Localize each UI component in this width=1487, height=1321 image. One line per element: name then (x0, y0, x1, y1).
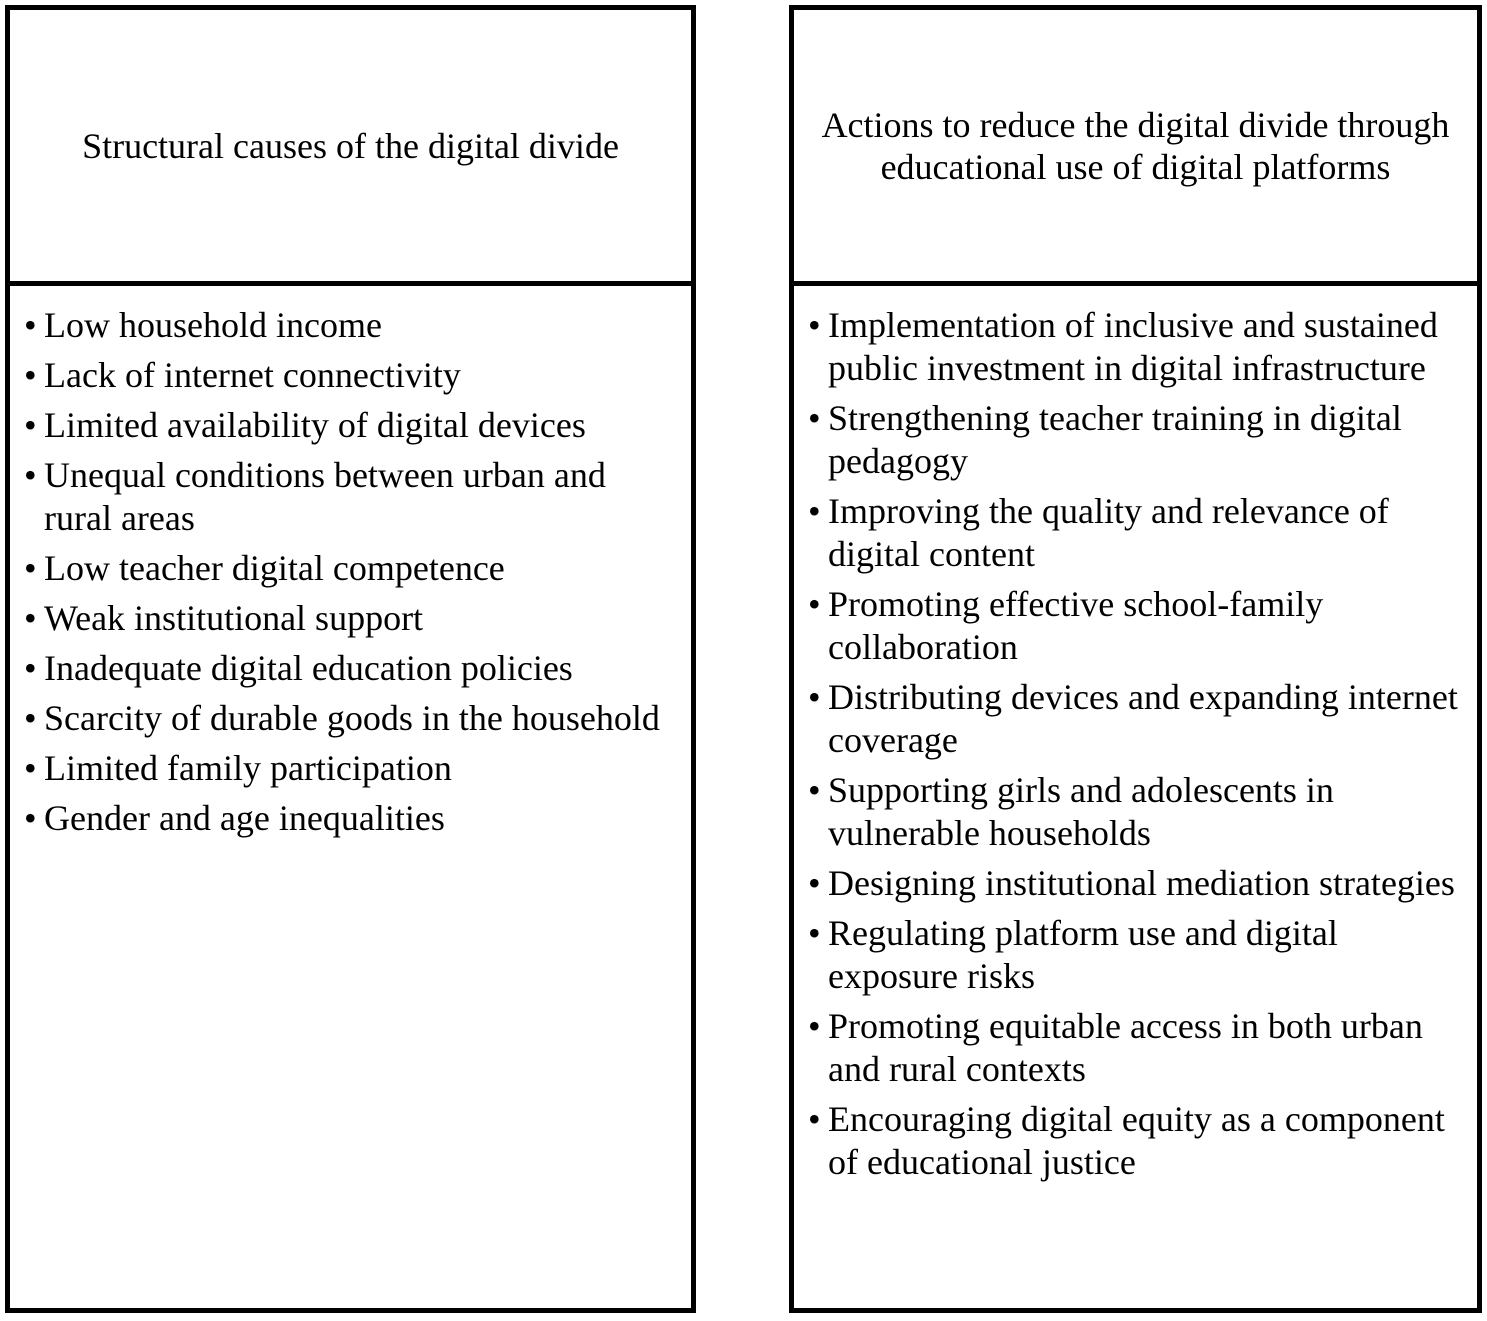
action-item-text: Improving the quality and relevance of digital content (828, 491, 1389, 574)
actions-body (794, 286, 1477, 1184)
action-item-text: Designing institutional mediation strategies (828, 863, 1455, 903)
cause-item (24, 597, 681, 640)
action-item (808, 769, 1467, 855)
bullet-icon: • (808, 863, 821, 903)
bullet-icon: • (24, 405, 37, 445)
structural-causes-body (10, 286, 691, 840)
bullet-icon: • (24, 648, 37, 688)
action-item (808, 397, 1467, 483)
actions-header (794, 10, 1477, 286)
bullet-icon: • (808, 677, 821, 717)
action-item-text: Strengthening teacher training in digital pedagogy (828, 398, 1402, 481)
actions-list (808, 304, 1467, 1184)
bullet-icon: • (808, 770, 821, 810)
cause-item-text: Gender and age inequalities (44, 798, 445, 838)
action-item (808, 304, 1467, 390)
bullet-icon: • (24, 798, 37, 838)
bullet-icon: • (24, 748, 37, 788)
cause-item (24, 354, 681, 397)
bullet-icon: • (808, 491, 821, 531)
cause-item (24, 797, 681, 840)
bullet-icon: • (808, 913, 821, 953)
cause-item-text: Scarcity of durable goods in the household (44, 698, 660, 738)
cause-item-text: Low teacher digital competence (44, 548, 505, 588)
bullet-icon: • (24, 305, 37, 345)
structural-causes-panel (5, 5, 696, 1313)
action-item (808, 490, 1467, 576)
bullet-icon: • (808, 1099, 821, 1139)
bullet-icon: • (24, 698, 37, 738)
structural-causes-title: Structural causes of the digital divide (82, 125, 619, 166)
cause-item (24, 697, 681, 740)
action-item-text: Implementation of inclusive and sustained public investment in digital infrastructure (828, 305, 1438, 388)
bullet-icon: • (808, 305, 821, 345)
action-item-text: Supporting girls and adolescents in vulnerable households (828, 770, 1334, 853)
bullet-icon: • (24, 598, 37, 638)
cause-item-text: Limited family participation (44, 748, 452, 788)
actions-title: Actions to reduce the digital divide through educational use of digital platforms (821, 104, 1450, 187)
cause-item-text: Limited availability of digital devices (44, 405, 586, 445)
action-item (808, 676, 1467, 762)
action-item-text: Encouraging digital equity as a component of educational justice (828, 1099, 1445, 1182)
structural-causes-list (24, 304, 681, 840)
cause-item-text: Low household income (44, 305, 382, 345)
actions-panel (789, 5, 1482, 1313)
action-item-text: Promoting equitable access in both urban and rural contexts (828, 1006, 1423, 1089)
action-item (808, 1005, 1467, 1091)
cause-item (24, 454, 681, 540)
bullet-icon: • (24, 455, 37, 495)
cause-item (24, 647, 681, 690)
action-item-text: Promoting effective school-family collaboration (828, 584, 1324, 667)
bullet-icon: • (808, 1006, 821, 1046)
cause-item (24, 404, 681, 447)
cause-item (24, 747, 681, 790)
bullet-icon: • (808, 584, 821, 624)
cause-item (24, 547, 681, 590)
cause-item (24, 304, 681, 347)
action-item (808, 912, 1467, 998)
cause-item-text: Weak institutional support (44, 598, 424, 638)
cause-item-text: Unequal conditions between urban and rural areas (44, 455, 606, 538)
bullet-icon: • (24, 548, 37, 588)
action-item (808, 862, 1467, 905)
structural-causes-header (10, 10, 691, 286)
action-item (808, 583, 1467, 669)
cause-item-text: Lack of internet connectivity (44, 355, 461, 395)
action-item-text: Distributing devices and expanding internet coverage (828, 677, 1458, 760)
action-item (808, 1098, 1467, 1184)
bullet-icon: • (24, 355, 37, 395)
cause-item-text: Inadequate digital education policies (44, 648, 573, 688)
bullet-icon: • (808, 398, 821, 438)
action-item-text: Regulating platform use and digital exposure risks (828, 913, 1338, 996)
